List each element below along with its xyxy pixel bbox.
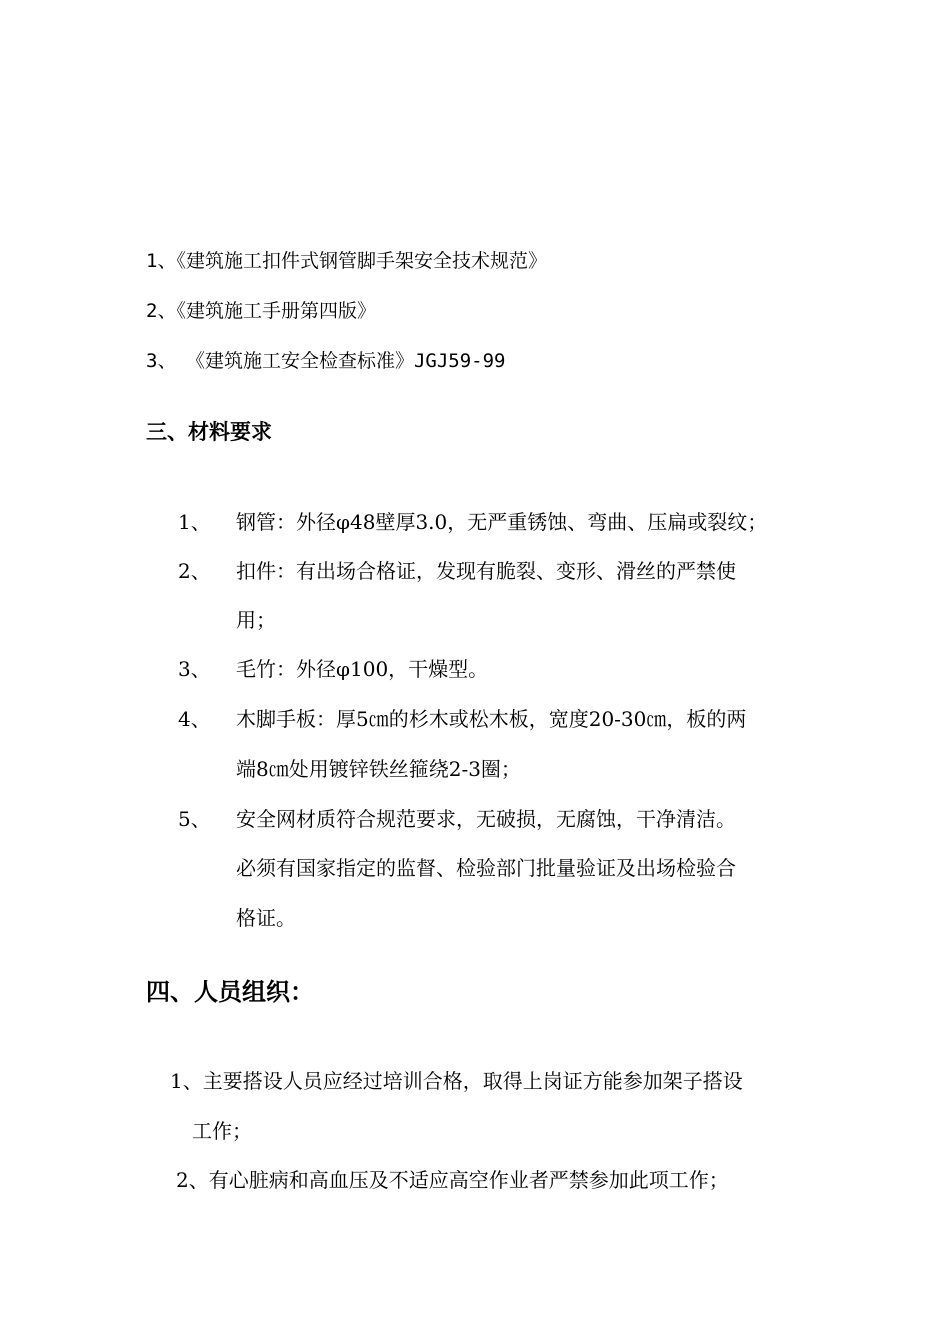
personnel-item-text: 1、主要搭设人员应经过培训合格，取得上岗证方能参加架子搭设 bbox=[170, 1069, 743, 1093]
material-item-text-continued: 端8㎝处用镀锌铁丝箍绕2-3圈； bbox=[236, 757, 521, 781]
material-item-text: 钢管：外径φ48壁厚3.0，无严重锈蚀、弯曲、压扁或裂纹； bbox=[236, 510, 768, 534]
material-item-text: 安全网材质符合规范要求，无破损，无腐蚀，干净清洁。 bbox=[236, 807, 736, 831]
material-item-text-continued: 必须有国家指定的监督、检验部门批量验证及出场检验合 bbox=[236, 856, 736, 880]
material-item-number: 4、 bbox=[178, 707, 211, 731]
material-item-number: 1、 bbox=[178, 510, 211, 534]
material-item-number: 3、 bbox=[178, 657, 211, 681]
personnel-item-text: 2、有心脏病和高血压及不适应高空作业者严禁参加此项工作； bbox=[176, 1168, 729, 1192]
reference-item bbox=[146, 252, 547, 271]
reference-number: 3、 bbox=[146, 350, 177, 372]
material-item-text: 毛竹：外径φ100，干燥型。 bbox=[236, 657, 489, 681]
material-item-text: 扣件：有出场合格证，发现有脆裂、变形、滑丝的严禁使 bbox=[236, 559, 736, 583]
reference-title: 《建筑施工手册第四版》 bbox=[176, 300, 376, 322]
section-heading-personnel: 四、人员组织： bbox=[146, 978, 314, 1006]
reference-title: 《建筑施工扣件式钢管脚手架安全技术规范》 bbox=[176, 250, 547, 272]
material-item-text-continued: 用； bbox=[236, 608, 276, 632]
material-item-text: 木脚手板：厚5㎝的杉木或松木板，宽度20-30㎝，板的两 bbox=[236, 707, 747, 731]
personnel-item-text-continued: 工作； bbox=[192, 1119, 252, 1143]
material-item-number: 2、 bbox=[178, 559, 211, 583]
reference-number: 2、 bbox=[146, 300, 177, 322]
reference-item bbox=[146, 352, 505, 371]
reference-title: 《建筑施工安全检查标准》JGJ59-99 bbox=[195, 350, 506, 372]
material-item-number: 5、 bbox=[178, 807, 211, 831]
reference-number: 1、 bbox=[146, 250, 177, 272]
section-heading-materials: 三、材料要求 bbox=[146, 420, 272, 444]
reference-item bbox=[146, 302, 376, 321]
material-item-text-continued: 格证。 bbox=[236, 906, 296, 930]
